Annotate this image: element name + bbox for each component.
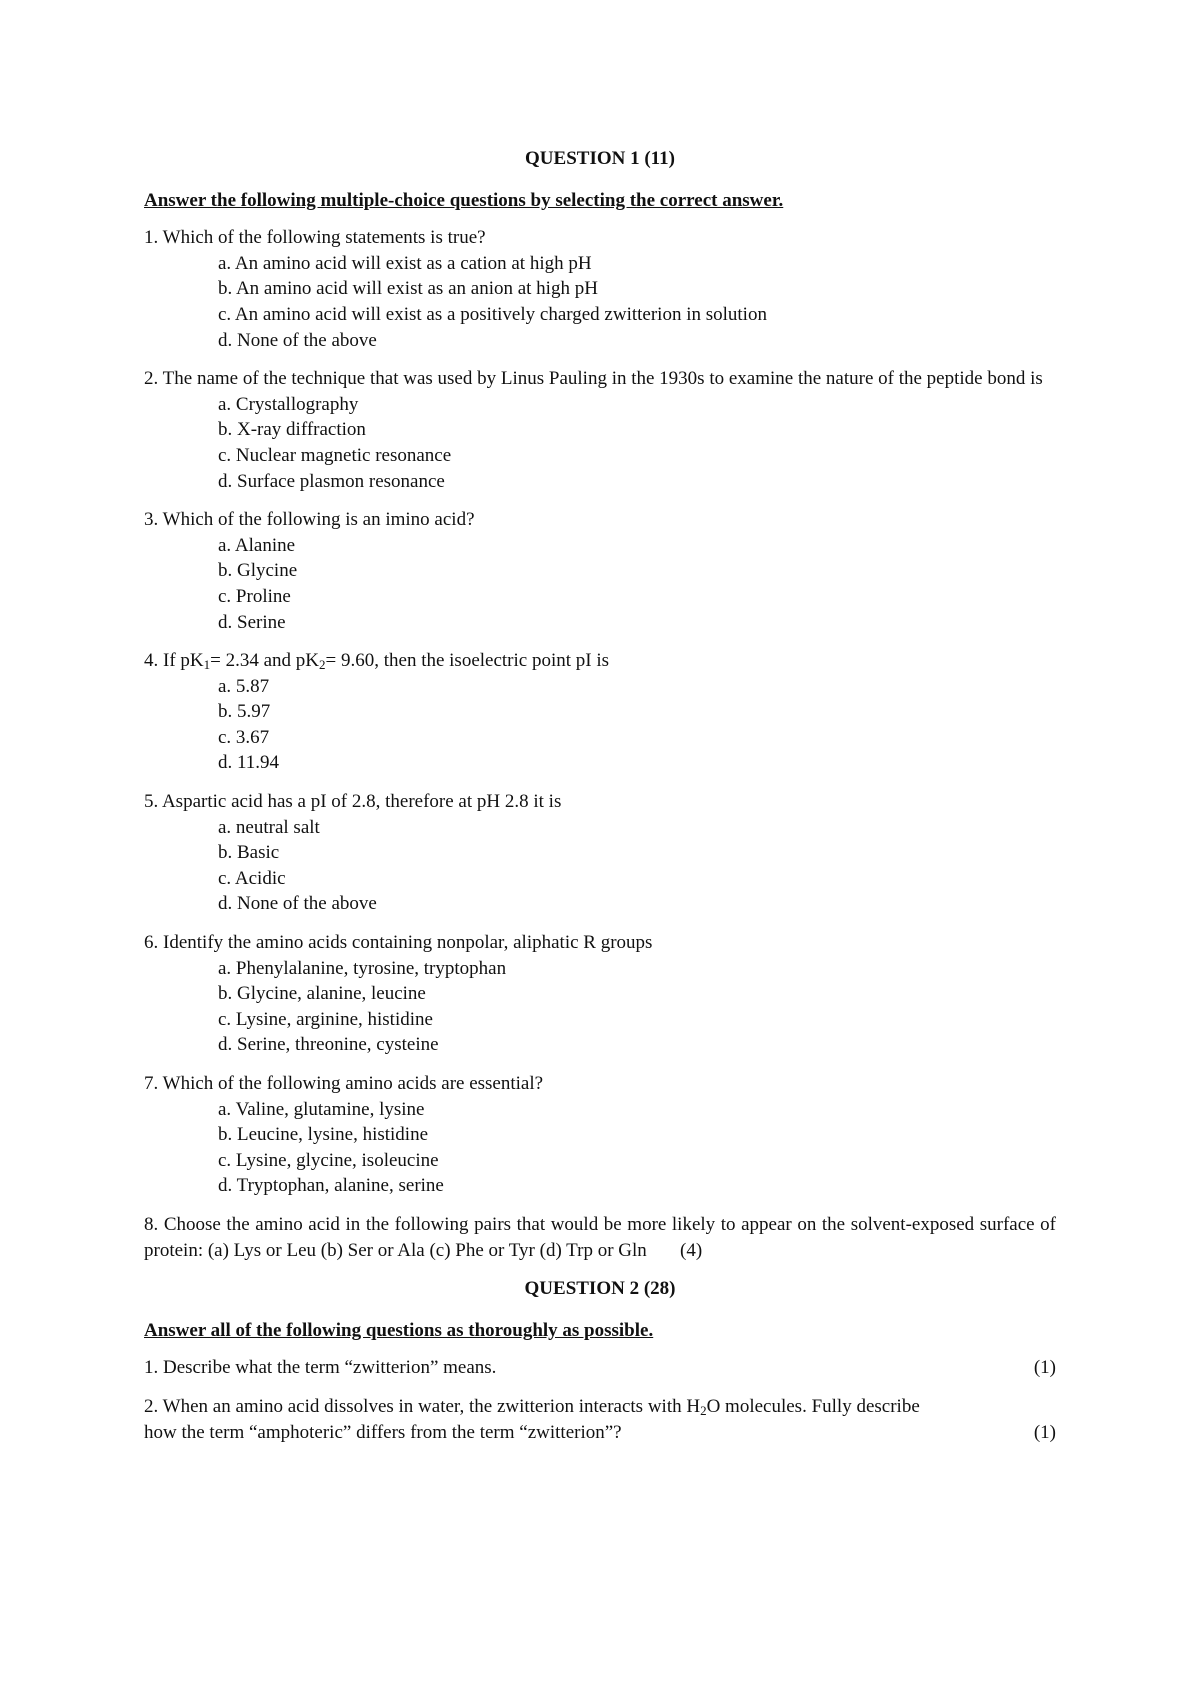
mcq-option-a: a. Phenylalanine, tyrosine, tryptophan [218,957,507,979]
mcq-option-b: b. Basic [218,842,280,864]
mcq-5 [144,789,1056,917]
mcq-option-b: b. X-ray diffraction [218,419,366,441]
open-question-1 [144,1355,1056,1381]
stem-text: O molecules. Fully describe [706,1395,920,1417]
mcq-option-c: c. 3.67 [218,726,270,748]
mcq-option-c: c. Lysine, arginine, histidine [218,1008,433,1030]
mcq-stem: 6. Identify the amino acids containing nonpolar, aliphatic R groups [144,932,653,954]
subscript: 2 [700,1402,707,1418]
subscript: 1 [203,657,211,673]
mcq-option-d: d. Serine [218,611,286,633]
mcq-stem [144,648,1056,674]
mcq-1 [144,225,1056,353]
mcq-option-d: d. Tryptophan, alanine, serine [218,1175,444,1197]
mcq-option-b: b. Leucine, lysine, histidine [218,1124,429,1146]
marks-label: (1) [1033,1357,1056,1379]
question-stem: 1. Describe what the term “zwitterion” means. [144,1357,497,1379]
mcq-option-b: b. 5.97 [218,701,271,723]
question-stem-line-2: how the term “amphoteric” differs from the term “zwitterion”? [144,1421,622,1443]
question-stem [144,1212,1056,1263]
mcq-option-b: b. Glycine [218,560,298,582]
open-question-2 [144,1394,1056,1445]
mcq-option-d: d. Surface plasmon resonance [218,470,445,492]
mcq-3 [144,507,1056,635]
mcq-6 [144,930,1056,1058]
mcq-option-b: b. Glycine, alanine, leucine [218,983,426,1005]
stem-text: = 9.60, then the isoelectric point pI is [325,650,610,672]
question-1-heading: QUESTION 1 (11) [525,148,675,169]
marks-label: (1) [1033,1421,1056,1443]
mcq-option-b: b. An amino acid will exist as an anion at high pH [218,278,598,300]
mcq-stem: 3. Which of the following is an imino acid? [144,509,475,531]
mcq-option-a: a. Alanine [218,534,296,556]
stem-text: 2. When an amino acid dissolves in water, the zwitterion interacts with H [144,1395,701,1417]
mcq-option-c: c. Lysine, glycine, isoleucine [218,1149,439,1171]
subscript: 2 [319,657,326,673]
mcq-stem: 5. Aspartic acid has a pI of 2.8, therefore at pH 2.8 it is [144,791,562,813]
mcq-option-d: d. Serine, threonine, cysteine [218,1034,439,1056]
mcq-option-d: d. None of the above [218,329,377,351]
mcq-7 [144,1071,1056,1199]
mcq-option-a: a. neutral salt [218,816,320,838]
question-row [144,1420,1056,1446]
mcq-option-c: c. Acidic [218,867,286,889]
mcq-option-a: a. An amino acid will exist as a cation at high pH [218,252,592,274]
marks-label: (4) [680,1239,703,1261]
question-stem-line-1 [144,1394,1056,1420]
mcq-option-c: c. Proline [218,585,291,607]
question-2-heading: QUESTION 2 (28) [524,1278,676,1300]
mcq-2 [144,366,1056,494]
question-1-instruction: Answer the following multiple-choice questions by selecting the correct answer. [144,189,784,211]
question-row [144,1355,1056,1381]
question-2-instruction: Answer all of the following questions as thoroughly as possible. [144,1319,654,1341]
mcq-option-c: c. An amino acid will exist as a positively charged zwitterion in solution [218,303,767,325]
mcq-option-c: c. Nuclear magnetic resonance [218,444,452,466]
exam-content [144,146,1056,1458]
mcq-stem: 1. Which of the following statements is true? [144,227,486,249]
mcq-stem: 7. Which of the following amino acids are essential? [144,1073,544,1094]
mcq-option-d: d. None of the above [218,893,377,915]
mcq-option-d: d. 11.94 [218,752,280,774]
stem-text: 8. Choose the amino acid in the following pairs that would be more likely to appear on the solvent-exposed surface of protein: (a) Lys or Leu (b) Ser or Ala (c) Phe or Tyr (d) Trp or Gln [144,1213,1056,1261]
mcq-4 [144,648,1056,776]
mcq-option-a: a. 5.87 [218,675,270,697]
stem-text: 4. If pK [144,650,204,672]
mcq-option-a: a. Valine, glutamine, lysine [218,1098,425,1120]
mcq-option-a: a. Crystallography [218,393,359,415]
mcq-stem: 2. The name of the technique that was used by Linus Pauling in the 1930s to examine the nature of the peptide bond is [144,368,1043,390]
stem-text: = 2.34 and pK [210,650,320,672]
question-8 [144,1212,1056,1263]
